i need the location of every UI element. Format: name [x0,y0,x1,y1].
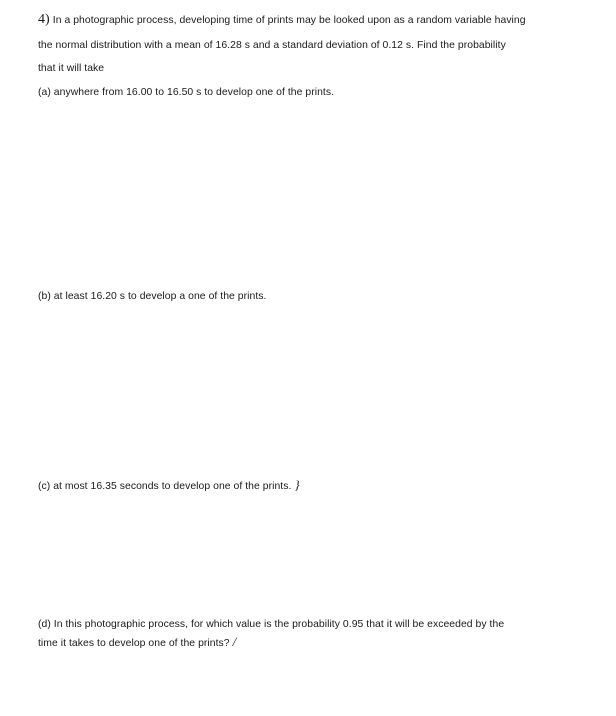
part-a-text: (a) anywhere from 16.00 to 16.50 s to develop one of the prints. [38,87,335,98]
question-intro-text-1: In a photographic process, developing time of prints may be looked upon as a random variable having [52,15,526,26]
part-d-text-2: time it takes to develop one of the prints? [38,638,230,649]
question-intro-line-1 [38,12,526,28]
part-c-text: (c) at most 16.35 seconds to develop one of the prints. [38,481,292,492]
part-d-line-2 [38,634,236,650]
part-b-text: (b) at least 16.20 s to develop a one of the prints. [38,291,267,302]
part-c-line [38,477,300,493]
question-number: 4) [38,12,50,27]
question-intro-line-2: the normal distribution with a mean of 16.28 s and a standard deviation of 0.12 s. Find the probability [38,40,506,51]
question-intro-line-3: that it will take [38,63,105,74]
part-c-handwritten-mark: } [294,477,300,492]
part-d-line-1: (d) In this photographic process, for which value is the probability 0.95 that it will be exceeded by the [38,619,505,630]
part-d-handwritten-mark: / [232,634,237,649]
